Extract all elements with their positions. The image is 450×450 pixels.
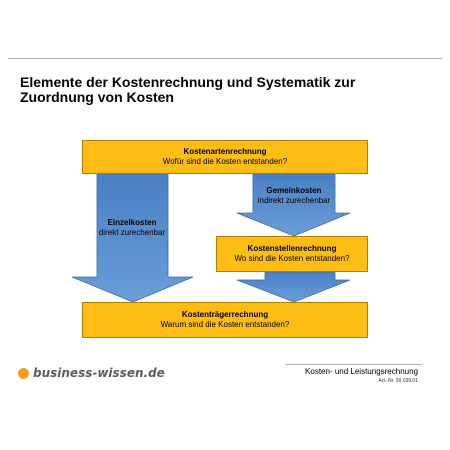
- einzelkosten-label: [82, 218, 182, 238]
- logo-text: business-wissen.de: [33, 366, 165, 380]
- kostenartenrechnung-text: Wofür sind die Kosten entstanden?: [162, 157, 288, 166]
- kostenartenrechnung-box: [82, 140, 368, 174]
- kostenstellenrechnung-heading: Kostenstellenrechnung: [247, 244, 337, 253]
- kostentraegerrechnung-text: Warum sind die Kosten entstanden?: [160, 320, 290, 329]
- gemeinkosten-heading: Gemeinkosten: [266, 186, 322, 195]
- footer-subject: Kosten- und Leistungsrechnung: [305, 367, 418, 376]
- gemeinkosten-text: indirekt zurechenbar: [257, 196, 331, 205]
- einzelkosten-heading: Einzelkosten: [107, 218, 157, 227]
- gemeinkosten-label: [244, 186, 344, 206]
- kostentraegerrechnung-box: [82, 302, 368, 338]
- einzelkosten-text: direkt zurechenbar: [98, 228, 166, 237]
- article-number: Art.-Nr. 99.039.01: [378, 378, 418, 384]
- kostenstellenrechnung-text: Wo sind die Kosten entstanden?: [234, 254, 350, 263]
- kostenartenrechnung-heading: Kostenartenrechnung: [183, 147, 267, 156]
- kostentraegerrechnung-heading: Kostenträgerrechnung: [181, 310, 269, 319]
- kostenstellen-arrow: [237, 272, 350, 302]
- logo-dot-icon: [18, 368, 29, 379]
- kostenstellenrechnung-box: [216, 236, 368, 272]
- page-title: Elemente der Kostenrechnung und Systematik zur Zuordnung von Kosten: [20, 74, 356, 105]
- footer-divider: [285, 364, 422, 365]
- logo: [18, 366, 165, 380]
- einzelkosten-arrow: [72, 174, 193, 302]
